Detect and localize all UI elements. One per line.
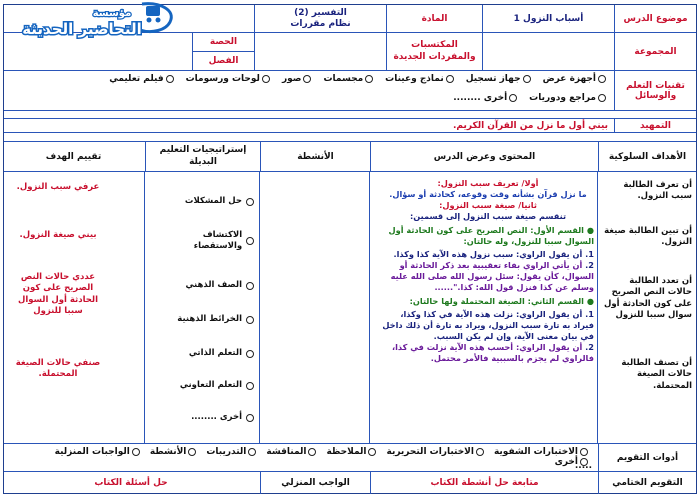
homework-value: حل أسئلة الكتاب: [94, 478, 168, 488]
tech-option[interactable]: أخرى ........: [453, 93, 517, 103]
lesson-topic-label: موضوع الدرس: [614, 5, 696, 32]
radio-icon[interactable]: [509, 94, 517, 102]
radio-icon[interactable]: [262, 75, 270, 83]
objective-item: أن تصنف الطالبة حالات الصيغة المحتملة.: [621, 358, 692, 391]
group-value: [482, 33, 614, 70]
content-s2-title: القسم الثاني: الصيغة المحتملة ولها حالتان:: [409, 295, 584, 306]
radio-icon[interactable]: [476, 448, 484, 456]
radio-icon[interactable]: [246, 414, 254, 422]
assessment-dots: .....: [574, 461, 592, 471]
bullet-icon: ●: [586, 224, 594, 235]
th-objectives: الأهداف السلوكية: [598, 142, 696, 171]
tech-options-row1: [8, 74, 610, 84]
logo-mark: [0, 0, 178, 42]
spacer-row: [4, 111, 696, 119]
final-eval-value: متابعة حل أنشطة الكتاب: [370, 472, 598, 494]
subject-value-line2: نظام مقررات: [290, 18, 351, 29]
objective-item: أن تعرف الطالبة سبب النزول.: [623, 180, 692, 202]
tech-option[interactable]: فيلم تعليمي: [109, 74, 173, 84]
tech-option[interactable]: جهاز تسجيل: [466, 74, 531, 84]
assessment-option[interactable]: أخرى: [555, 457, 588, 467]
table-body: [4, 172, 696, 444]
content-h2: ثانيا/ صيغة سبب النزول:: [439, 199, 537, 210]
tech-row: [4, 71, 696, 111]
assessment-option[interactable]: الاختبارات التحريرية: [386, 447, 483, 457]
radio-icon[interactable]: [303, 75, 311, 83]
class-label: الفصل: [208, 55, 239, 66]
tech-label: تقنيات التعلم والوسائل: [614, 71, 696, 110]
evaluation-item: عددي حالات النص الصريح على كون الحادثة أول السوال سببا للنزول: [18, 272, 98, 317]
tech-options-row2: [449, 93, 610, 103]
evaluation-item: بيني صيغة النزول.: [19, 230, 97, 240]
content-s1-item: 2. أن يأتي الراوي بفاء تعقيبية بعد ذكر الحادثة أو السوال، كأن يقول: سئل رسول الله صلى الله عليه وسلم عن كذا فنزل قول الله: كذا."......: [390, 259, 594, 292]
content-s1: [382, 225, 594, 247]
assessment-row: [4, 444, 696, 472]
content-s1-title: القسم الأول: النص الصريح على كون الحادثة أول السوال سببا للنزول، وله حالتان:: [388, 224, 594, 246]
tech-option[interactable]: لوحات ورسومات: [186, 74, 270, 84]
homework-label: الواجب المنزلي: [260, 472, 370, 494]
session-label: الحصة: [193, 33, 254, 52]
strategy-item[interactable]: أخرى ........: [191, 412, 254, 423]
content-block: [382, 178, 594, 364]
assessment-option[interactable]: الاختبارات الشفوية: [494, 447, 588, 457]
lesson-topic-value: أسباب النزول 1: [482, 5, 614, 32]
radio-icon[interactable]: [248, 448, 256, 456]
assessment-options: [8, 447, 592, 467]
strategy-item[interactable]: الصف الذهني: [185, 280, 254, 291]
radio-icon[interactable]: [446, 75, 454, 83]
evaluation-item: عرفي سبب النزول.: [16, 182, 100, 192]
th-evaluation: تقييم الهدف: [45, 151, 102, 162]
content-h3: تنقسم صيغة سبب النزول إلى قسمين:: [409, 210, 567, 221]
subject-label: المادة: [386, 5, 482, 32]
radio-icon[interactable]: [598, 94, 606, 102]
radio-icon[interactable]: [598, 75, 606, 83]
radio-icon[interactable]: [188, 448, 196, 456]
intro-row: [4, 119, 696, 133]
tech-option[interactable]: نماذج وعينات: [385, 74, 454, 84]
final-eval-label: التقويم الختامي: [598, 472, 696, 494]
intro-value: بيني أول ما نزل من القرآن الكريم.: [453, 120, 608, 131]
spacer-row-2: [4, 133, 696, 142]
assessment-option[interactable]: الواجبات المنزلية: [55, 447, 140, 457]
radio-icon[interactable]: [246, 382, 254, 390]
tech-option[interactable]: مراجع ودوريات: [529, 93, 606, 103]
objective-item: أن تبين الطالبة صيغة النزول.: [604, 226, 692, 248]
vocab-value: [254, 33, 386, 70]
strategy-item[interactable]: التعلم التعاوني: [180, 380, 254, 391]
radio-icon[interactable]: [132, 448, 140, 456]
content-h1: أولا/ تعريف سبب النزول:: [437, 178, 539, 188]
tech-option[interactable]: أجهزة عرض: [543, 74, 606, 84]
radio-icon[interactable]: [246, 282, 254, 290]
radio-icon[interactable]: [365, 75, 373, 83]
th-activities: الأنشطة: [260, 142, 370, 171]
logo-text-line2: التحاضير الحديثة: [22, 20, 142, 38]
assessment-option[interactable]: التدريبات: [206, 447, 256, 457]
vocab-label: المكتسبات والمفردات الجديدة: [386, 33, 482, 70]
radio-icon[interactable]: [246, 198, 254, 206]
radio-icon[interactable]: [246, 237, 254, 245]
radio-icon[interactable]: [523, 75, 531, 83]
content-p1: ما نزل قرآن بشأنه وقت وقوعه، كحادثة أو سؤال.: [389, 188, 587, 199]
tech-option[interactable]: صور: [282, 74, 312, 84]
subject-value: [254, 5, 386, 32]
tech-option[interactable]: مجسمات: [323, 74, 373, 84]
bullet-icon: ●: [586, 295, 594, 306]
strategy-item[interactable]: حل المشكلات: [185, 196, 254, 207]
intro-label: التمهيد: [614, 119, 696, 132]
radio-icon[interactable]: [308, 448, 316, 456]
th-content: المحتوى وعرض الدرس: [370, 142, 598, 171]
strategy-item[interactable]: الاكتشاف والاستقصاء: [154, 230, 254, 252]
assessment-label: أدوات التقويم: [598, 444, 696, 471]
radio-icon[interactable]: [580, 448, 588, 456]
th-strategies: إستراتيجيات التعليم البديلة: [145, 142, 260, 171]
footer-row: [4, 472, 696, 494]
assessment-option[interactable]: الملاحظة: [326, 447, 376, 457]
objective-item: أن تعدد الطالبة حالات النص الصريح على كون الحادثة أول سوال سببا للنزول: [604, 276, 692, 321]
content-s2-item: 1. أن يقول الراوي: نزلت هذه الآية في كذا وكذا، فيراد به تارة سبب النزول، ويراد به تارة أن ذلك داخل في بيان معنى الآية، وإن لم يكن السبب.: [382, 308, 594, 341]
lesson-plan-sheet: [3, 4, 697, 494]
content-s2: [382, 296, 594, 307]
session-class-labels: [192, 33, 254, 70]
logo: [0, 0, 178, 42]
evaluation-item: صنفي حالات الصيغة المحتملة.: [15, 358, 101, 380]
group-label: المجموعة: [614, 33, 696, 70]
table-header-row: [4, 142, 696, 172]
logo-cart-icon: [146, 6, 160, 16]
radio-icon[interactable]: [246, 350, 254, 358]
strategy-item[interactable]: التعلم الذاتي: [189, 348, 254, 359]
logo-text-line1: مؤسسة: [92, 8, 132, 19]
content-s2-item: 2. أن يقول الراوي: أحسب هذه الآية نزلت في كذا، فالراوي لم يجزم بالسببية فالأمر محتمل.: [392, 341, 594, 363]
subject-value-line1: التفسير (2): [294, 7, 347, 18]
radio-icon[interactable]: [246, 316, 254, 324]
strategy-item[interactable]: الخرائط الذهنية: [177, 314, 254, 325]
content-s1-item: 1. أن يقول الراوي: سبب نزول هذه الآية كذا وكذا.: [393, 248, 594, 259]
assessment-option[interactable]: المناقشة: [266, 447, 316, 457]
assessment-option[interactable]: الأنشطة: [150, 447, 197, 457]
radio-icon[interactable]: [166, 75, 174, 83]
radio-icon[interactable]: [368, 448, 376, 456]
